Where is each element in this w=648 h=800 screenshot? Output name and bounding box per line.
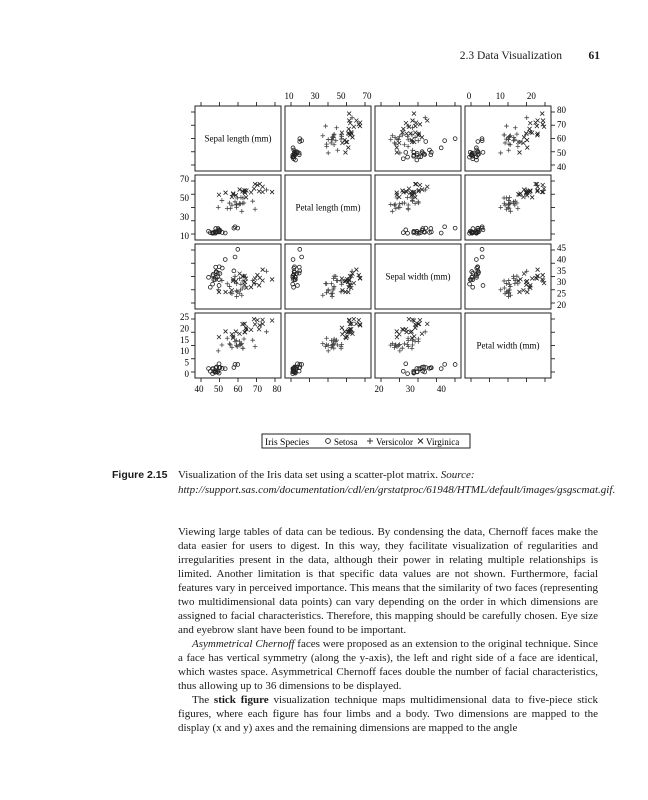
point-787 bbox=[404, 327, 408, 331]
tick-label-right-sepal-width-4: 25 bbox=[557, 288, 566, 299]
point-590 bbox=[536, 268, 540, 272]
tick-label-top-petal-length-1: 30 bbox=[310, 91, 320, 101]
point-655 bbox=[257, 327, 261, 331]
point-184 bbox=[525, 146, 529, 150]
point-657 bbox=[261, 318, 265, 322]
point-118 bbox=[395, 146, 399, 150]
point-237 bbox=[253, 207, 258, 212]
variable-label-1: Petal length (mm) bbox=[295, 202, 361, 213]
point-324 bbox=[397, 195, 401, 199]
caption-source-label: Source: bbox=[440, 469, 475, 481]
point-113 bbox=[413, 124, 417, 128]
point-56 bbox=[347, 112, 351, 116]
tick-label-right-sepal-length-2: 60 bbox=[557, 133, 566, 144]
point-34 bbox=[321, 133, 326, 138]
point-653 bbox=[217, 335, 221, 339]
point-755 bbox=[397, 342, 402, 347]
paragraph-2-term: Asymmetrical Chernoff bbox=[192, 638, 295, 650]
point-115 bbox=[401, 127, 405, 131]
tick-label-bottom-sepal-width-2: 40 bbox=[436, 384, 446, 394]
tick-label-right-sepal-length-3: 50 bbox=[557, 147, 566, 158]
point-417 bbox=[233, 255, 237, 259]
point-144 bbox=[476, 140, 480, 144]
point-462 bbox=[298, 247, 302, 251]
point-396 bbox=[236, 247, 240, 251]
point-682 bbox=[326, 349, 331, 354]
variable-label-3: Petal width (mm) bbox=[476, 340, 540, 351]
legend-title: Iris Species bbox=[265, 438, 310, 448]
point-112 bbox=[405, 132, 409, 136]
point-72 bbox=[406, 155, 410, 159]
point-130 bbox=[412, 140, 416, 144]
point-175 bbox=[502, 133, 507, 138]
paragraph-3 bbox=[178, 693, 598, 735]
point-226 bbox=[250, 199, 255, 204]
point-408 bbox=[232, 269, 236, 273]
point-504 bbox=[335, 278, 340, 283]
point-154 bbox=[498, 151, 503, 156]
point-108 bbox=[410, 148, 415, 153]
point-232 bbox=[240, 209, 245, 214]
point-179 bbox=[535, 124, 539, 128]
tick-label-bottom-sepal-length-3: 70 bbox=[253, 384, 262, 394]
point-423 bbox=[234, 294, 239, 299]
point-250 bbox=[224, 191, 228, 195]
point-643 bbox=[249, 328, 253, 332]
point-769 bbox=[400, 346, 405, 351]
running-head bbox=[440, 50, 600, 66]
point-183 bbox=[522, 135, 526, 139]
point-371 bbox=[516, 206, 521, 211]
point-415 bbox=[208, 285, 212, 289]
variable-label-0: Sepal length (mm) bbox=[204, 133, 272, 144]
tick-label-top-petal-width-0: 0 bbox=[466, 91, 472, 101]
point-471 bbox=[297, 265, 301, 269]
point-489 bbox=[330, 294, 335, 299]
point-239 bbox=[225, 206, 230, 211]
point-285 bbox=[443, 225, 447, 229]
point-240 bbox=[220, 198, 225, 203]
point-579 bbox=[522, 272, 526, 276]
point-193 bbox=[528, 121, 532, 125]
point-587 bbox=[517, 290, 521, 294]
page-number: 61 bbox=[588, 50, 600, 62]
point-437 bbox=[225, 281, 230, 286]
scatter-plot-matrix bbox=[170, 88, 566, 460]
point-771 bbox=[418, 318, 422, 322]
point-782 bbox=[412, 319, 416, 323]
point-748 bbox=[398, 349, 403, 354]
paragraph-3-term: stick figure bbox=[213, 694, 269, 706]
tick-label-bottom-sepal-length-4: 80 bbox=[272, 384, 282, 394]
point-671 bbox=[296, 362, 300, 366]
tick-label-bottom-sepal-length-0: 40 bbox=[194, 384, 204, 394]
tick-label-right-sepal-length-1: 70 bbox=[557, 119, 566, 130]
point-558 bbox=[508, 284, 513, 289]
tick-label-left-petal-length-1: 50 bbox=[180, 193, 189, 203]
point-734 bbox=[439, 367, 443, 371]
point-66 bbox=[453, 137, 457, 141]
tick-label-bottom-sepal-length-2: 60 bbox=[233, 384, 243, 394]
point-498 bbox=[329, 281, 334, 286]
tick-label-top-petal-length-3: 70 bbox=[362, 91, 372, 101]
point-636 bbox=[220, 343, 225, 348]
point-62 bbox=[354, 118, 358, 122]
point-160 bbox=[513, 125, 518, 130]
point-565 bbox=[507, 282, 512, 287]
point-181 bbox=[528, 127, 532, 131]
paragraph-3-lead: The bbox=[192, 694, 214, 706]
point-650 bbox=[270, 319, 274, 323]
point-517 bbox=[340, 277, 344, 281]
point-301 bbox=[405, 195, 410, 200]
point-528 bbox=[480, 247, 484, 251]
tick-label-bottom-sepal-width-1: 30 bbox=[405, 384, 415, 394]
paragraph-2 bbox=[178, 637, 598, 693]
point-790 bbox=[412, 334, 416, 338]
point-164 bbox=[515, 132, 520, 137]
point-261 bbox=[261, 190, 265, 194]
point-228 bbox=[227, 201, 232, 206]
point-539 bbox=[481, 284, 485, 288]
panel-2-0 bbox=[195, 244, 281, 309]
point-705 bbox=[357, 318, 361, 322]
point-747 bbox=[443, 362, 447, 366]
figure-caption: Figure 2.15 Visualization of the Iris data set using a scatter-plot matrix. Source: http://support.sas.com/documentation/cdl/en/grstatproc/61948/HTML/default/images/gsgscmat.gif. bbox=[112, 469, 616, 496]
tick-label-top-petal-width-1: 10 bbox=[495, 91, 505, 101]
variable-label-2: Sepal width (mm) bbox=[385, 271, 451, 282]
tick-label-top-petal-length-2: 50 bbox=[336, 91, 346, 101]
tick-label-right-sepal-length-0: 80 bbox=[557, 105, 566, 115]
paragraph-2-text: faces were proposed as an extension to the original technique. Since a face has vertical symmetry (along the y-axis), the left and right side of a face are identical, which wastes space. Asymmetrical Chernoff faces double the number of facial characteristics, thus allowing up to 36 dimensions to be displayed. bbox=[178, 638, 598, 692]
point-448 bbox=[224, 290, 228, 294]
point-534 bbox=[468, 282, 472, 286]
point-191 bbox=[517, 150, 521, 154]
point-756 bbox=[402, 342, 407, 347]
point-639 bbox=[255, 318, 259, 322]
point-732 bbox=[406, 372, 410, 376]
point-309 bbox=[418, 183, 422, 187]
point-420 bbox=[237, 276, 242, 281]
point-452 bbox=[270, 277, 274, 281]
point-91 bbox=[423, 115, 428, 120]
point-426 bbox=[227, 284, 232, 289]
point-259 bbox=[257, 189, 261, 193]
point-52 bbox=[346, 146, 350, 150]
point-726 bbox=[453, 363, 457, 367]
tick-label-right-sepal-length-4: 40 bbox=[557, 162, 566, 172]
point-319 bbox=[413, 195, 417, 199]
point-128 bbox=[425, 118, 429, 122]
point-642 bbox=[234, 330, 238, 334]
panel-frames bbox=[195, 106, 551, 378]
point-305 bbox=[406, 206, 411, 211]
point-49 bbox=[347, 127, 351, 131]
paragraph-1: Viewing large tables of data can be tedious. By condensing the data, Chernoff faces make the data easier for users to digest. In this way, they facilitate visualization of regularities and irregularities present in the data, although their power in relating multiple relationships is limited. Another limitation is that specific data values are not shown. Furthermore, facial features vary in perceived importance. This means that the similarity of two faces (representing two multidimensional data points) can vary depending on the order in which dimensions are assigned to facial characteristics. Therefore, this mapping should be carefully chosen. Eye size and eyebrow slant have been found to be important. bbox=[178, 526, 598, 636]
tick-label-left-petal-width-2: 15 bbox=[180, 334, 189, 345]
tick-label-right-sepal-width-2: 35 bbox=[557, 265, 566, 276]
point-503 bbox=[324, 281, 329, 286]
point-31 bbox=[333, 138, 338, 143]
point-298 bbox=[390, 209, 395, 214]
point-195 bbox=[541, 119, 545, 123]
point-171 bbox=[504, 124, 509, 129]
point-646 bbox=[224, 329, 228, 333]
point-588 bbox=[521, 288, 525, 292]
point-651 bbox=[252, 317, 256, 321]
point-260 bbox=[261, 185, 265, 189]
body-text bbox=[178, 525, 598, 735]
point-722 bbox=[354, 322, 358, 326]
point-654 bbox=[230, 332, 234, 336]
point-777 bbox=[420, 332, 424, 336]
point-272 bbox=[439, 231, 443, 235]
point-789 bbox=[411, 318, 415, 322]
point-78 bbox=[424, 140, 428, 144]
section-title: 2.3 Data Visualization bbox=[459, 50, 562, 62]
point-641 bbox=[253, 322, 257, 326]
point-519 bbox=[352, 281, 356, 285]
point-701 bbox=[324, 336, 329, 341]
point-720 bbox=[340, 332, 344, 336]
point-121 bbox=[413, 131, 417, 135]
point-635 bbox=[225, 336, 230, 341]
point-768 bbox=[410, 343, 415, 348]
point-763 bbox=[405, 342, 410, 347]
point-28 bbox=[334, 125, 339, 130]
point-509 bbox=[358, 276, 362, 280]
point-186 bbox=[524, 131, 528, 135]
point-57 bbox=[352, 125, 356, 129]
point-182 bbox=[516, 140, 520, 144]
paragraph-3-text: visualization technique maps multidimensional data to five-piece stick figures, where each figure has four limbs and a body. Two dimensions are mapped to the display (x and y) axes and the remaining dimensions are mapped to the angle bbox=[178, 694, 598, 734]
point-307 bbox=[400, 201, 405, 206]
point-352 bbox=[498, 205, 503, 210]
point-22 bbox=[326, 151, 331, 156]
point-407 bbox=[217, 284, 221, 288]
point-60 bbox=[340, 141, 344, 145]
point-697 bbox=[339, 342, 344, 347]
point-717 bbox=[352, 317, 356, 321]
tick-label-left-petal-length-0: 70 bbox=[180, 174, 189, 184]
caption-text: Visualization of the Iris data set using a scatter-plot matrix. bbox=[178, 469, 438, 481]
tick-label-left-petal-length-2: 30 bbox=[180, 212, 189, 222]
caption-source-link[interactable]: http://support.sas.com/documentation/cdl/en/grstatproc/61948/HTML/default/images/gsgscmat.gif bbox=[178, 484, 613, 496]
point-624 bbox=[227, 342, 232, 347]
point-445 bbox=[249, 285, 253, 289]
tick-label-bottom-sepal-length-1: 50 bbox=[214, 384, 223, 394]
point-453 bbox=[252, 281, 256, 285]
point-157 bbox=[524, 115, 529, 120]
point-223 bbox=[264, 188, 269, 193]
point-767 bbox=[406, 336, 411, 341]
point-385 bbox=[530, 195, 534, 199]
point-39 bbox=[323, 124, 328, 129]
tick-label-right-sepal-width-3: 30 bbox=[557, 277, 566, 288]
point-616 bbox=[216, 349, 221, 354]
tick-label-top-petal-length-0: 10 bbox=[284, 91, 294, 101]
point-283 bbox=[401, 231, 405, 235]
point-264 bbox=[453, 226, 457, 230]
point-254 bbox=[270, 190, 274, 194]
point-438 bbox=[220, 278, 225, 283]
point-143 bbox=[481, 150, 485, 154]
point-458 bbox=[261, 268, 265, 272]
point-247 bbox=[249, 190, 253, 194]
point-38 bbox=[339, 137, 344, 142]
point-74 bbox=[439, 146, 443, 150]
point-220 bbox=[216, 205, 221, 210]
point-125 bbox=[395, 150, 399, 154]
point-41 bbox=[324, 144, 329, 149]
point-622 bbox=[250, 338, 255, 343]
point-536 bbox=[474, 258, 478, 262]
point-551 bbox=[502, 279, 507, 284]
legend bbox=[262, 434, 470, 448]
point-304 bbox=[393, 202, 398, 207]
point-788 bbox=[425, 322, 429, 326]
tick-label-right-sepal-width-0: 45 bbox=[557, 243, 566, 253]
point-293 bbox=[397, 202, 402, 207]
point-367 bbox=[507, 195, 512, 200]
point-188 bbox=[540, 112, 544, 116]
point-473 bbox=[296, 284, 300, 288]
point-127 bbox=[404, 121, 408, 125]
point-255 bbox=[252, 187, 256, 191]
tick-label-left-petal-width-1: 20 bbox=[180, 323, 189, 334]
point-694 bbox=[321, 341, 326, 346]
point-87 bbox=[443, 139, 447, 143]
point-291 bbox=[388, 202, 393, 207]
point-110 bbox=[414, 121, 418, 125]
tick-label-left-petal-width-5: 0 bbox=[184, 369, 189, 379]
point-715 bbox=[340, 326, 344, 330]
point-592 bbox=[519, 277, 523, 281]
point-580 bbox=[525, 290, 529, 294]
point-257 bbox=[217, 193, 221, 197]
point-583 bbox=[530, 277, 534, 281]
point-368 bbox=[504, 196, 509, 201]
point-398 bbox=[207, 275, 211, 279]
point-783 bbox=[407, 317, 411, 321]
point-470 bbox=[291, 258, 295, 262]
tick-label-left-petal-width-3: 10 bbox=[180, 346, 189, 357]
point-455 bbox=[217, 290, 221, 294]
tick-label-right-sepal-width-5: 20 bbox=[557, 300, 566, 310]
point-123 bbox=[407, 125, 411, 129]
point-619 bbox=[264, 330, 269, 335]
point-549 bbox=[480, 255, 484, 259]
tick-label-top-petal-width-2: 20 bbox=[526, 91, 536, 101]
point-173 bbox=[516, 144, 521, 149]
point-126 bbox=[397, 141, 401, 145]
point-758 bbox=[416, 337, 421, 342]
point-296 bbox=[416, 201, 421, 206]
point-421 bbox=[264, 269, 269, 274]
point-75 bbox=[429, 153, 433, 157]
point-174 bbox=[506, 148, 511, 153]
point-626 bbox=[242, 337, 247, 342]
point-151 bbox=[471, 157, 475, 161]
point-567 bbox=[504, 281, 509, 286]
point-59 bbox=[343, 150, 347, 154]
tick-label-left-petal-width-4: 5 bbox=[184, 357, 189, 368]
point-42 bbox=[335, 148, 340, 153]
point-55 bbox=[340, 131, 344, 135]
point-194 bbox=[536, 118, 540, 122]
tick-label-right-sepal-width-1: 40 bbox=[557, 254, 566, 265]
point-122 bbox=[412, 112, 416, 116]
point-235 bbox=[239, 195, 244, 200]
point-645 bbox=[238, 332, 242, 336]
point-129 bbox=[411, 119, 415, 123]
point-745 bbox=[401, 369, 405, 373]
point-786 bbox=[397, 332, 401, 336]
point-85 bbox=[401, 157, 405, 161]
legend-label-versicolor: Versicolor bbox=[376, 437, 413, 447]
tick-label-left-petal-length-3: 10 bbox=[180, 231, 189, 241]
point-253 bbox=[244, 195, 248, 199]
point-326 bbox=[425, 185, 429, 189]
point-241 bbox=[240, 201, 245, 206]
point-111 bbox=[418, 122, 422, 126]
point-77 bbox=[404, 150, 408, 154]
legend-label-virginica: Virginica bbox=[426, 437, 460, 447]
point-443 bbox=[253, 276, 257, 280]
point-457 bbox=[257, 283, 261, 287]
point-570 bbox=[506, 278, 511, 283]
point-429 bbox=[234, 289, 239, 294]
point-441 bbox=[255, 273, 259, 277]
point-459 bbox=[261, 279, 265, 283]
point-47 bbox=[358, 124, 362, 128]
point-524 bbox=[354, 268, 358, 272]
point-375 bbox=[541, 183, 545, 187]
tick-label-bottom-sepal-width-0: 20 bbox=[374, 384, 384, 394]
point-496 bbox=[321, 293, 326, 298]
point-404 bbox=[223, 258, 227, 262]
point-547 bbox=[471, 285, 475, 289]
point-573 bbox=[541, 273, 545, 277]
point-633 bbox=[253, 344, 258, 349]
point-737 bbox=[404, 362, 408, 366]
legend-label-setosa: Setosa bbox=[334, 437, 358, 447]
tick-label-left-petal-width-0: 25 bbox=[180, 312, 189, 322]
figure-label: Figure 2.15 bbox=[112, 469, 168, 481]
point-723 bbox=[347, 318, 351, 322]
point-483 bbox=[300, 255, 304, 259]
